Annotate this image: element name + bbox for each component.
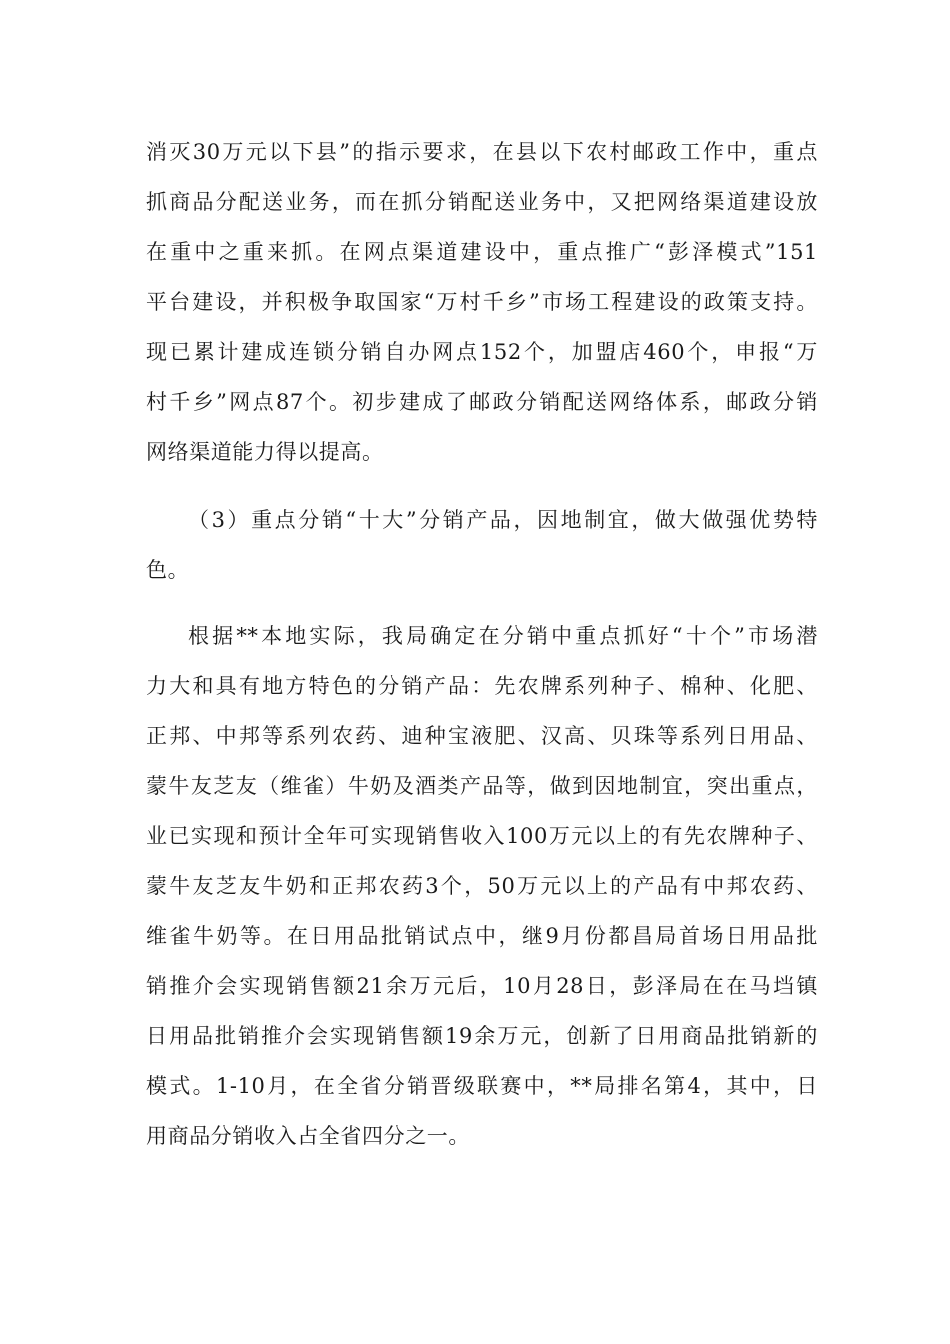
text-line: 蒙牛友芝友牛奶和正邦农药3个，50万元以上的产品有中邦农药、: [146, 874, 818, 898]
text-line: 模式。1-10月，在全省分销晋级联赛中，**局排名第4，其中，日: [146, 1074, 818, 1098]
text-line: 销推介会实现销售额21余万元后，10月28日，彭泽局在在马垱镇: [146, 974, 818, 998]
text-line: 业已实现和预计全年可实现销售收入100万元以上的有先农牌种子、: [146, 824, 818, 848]
text-line: 力大和具有地方特色的分销产品：先农牌系列种子、棉种、化肥、: [146, 674, 818, 698]
text-line: 村千乡”网点87个。初步建成了邮政分销配送网络体系，邮政分销: [146, 390, 818, 414]
heading-line: （3）重点分销“十大”分销产品，因地制宜，做大做强优势特: [188, 508, 818, 532]
text-line: 正邦、中邦等系列农药、迪种宝液肥、汉高、贝珠等系列日用品、: [146, 724, 818, 748]
text-line: 平台建设，并积极争取国家“万村千乡”市场工程建设的政策支持。: [146, 290, 818, 314]
heading-line: 色。: [146, 558, 190, 582]
text-line: 根据**本地实际，我局确定在分销中重点抓好“十个”市场潜: [188, 624, 818, 648]
text-line: 现已累计建成连锁分销自办网点152个，加盟店460个，申报“万: [146, 340, 818, 364]
text-line: 用商品分销收入占全省四分之一。: [146, 1124, 470, 1148]
text-line: 维雀牛奶等。在日用品批销试点中，继9月份都昌局首场日用品批: [146, 924, 818, 948]
text-line: 消灭30万元以下县”的指示要求，在县以下农村邮政工作中，重点: [146, 140, 818, 164]
text-line: 抓商品分配送业务，而在抓分销配送业务中，又把网络渠道建设放: [146, 190, 818, 214]
text-line: 网络渠道能力得以提高。: [146, 440, 384, 464]
text-line: 蒙牛友芝友（维雀）牛奶及酒类产品等，做到因地制宜，突出重点，: [146, 774, 818, 798]
text-line: 在重中之重来抓。在网点渠道建设中，重点推广“彭泽模式”151: [146, 240, 818, 264]
text-line: 日用品批销推介会实现销售额19余万元，创新了日用商品批销新的: [146, 1024, 818, 1048]
